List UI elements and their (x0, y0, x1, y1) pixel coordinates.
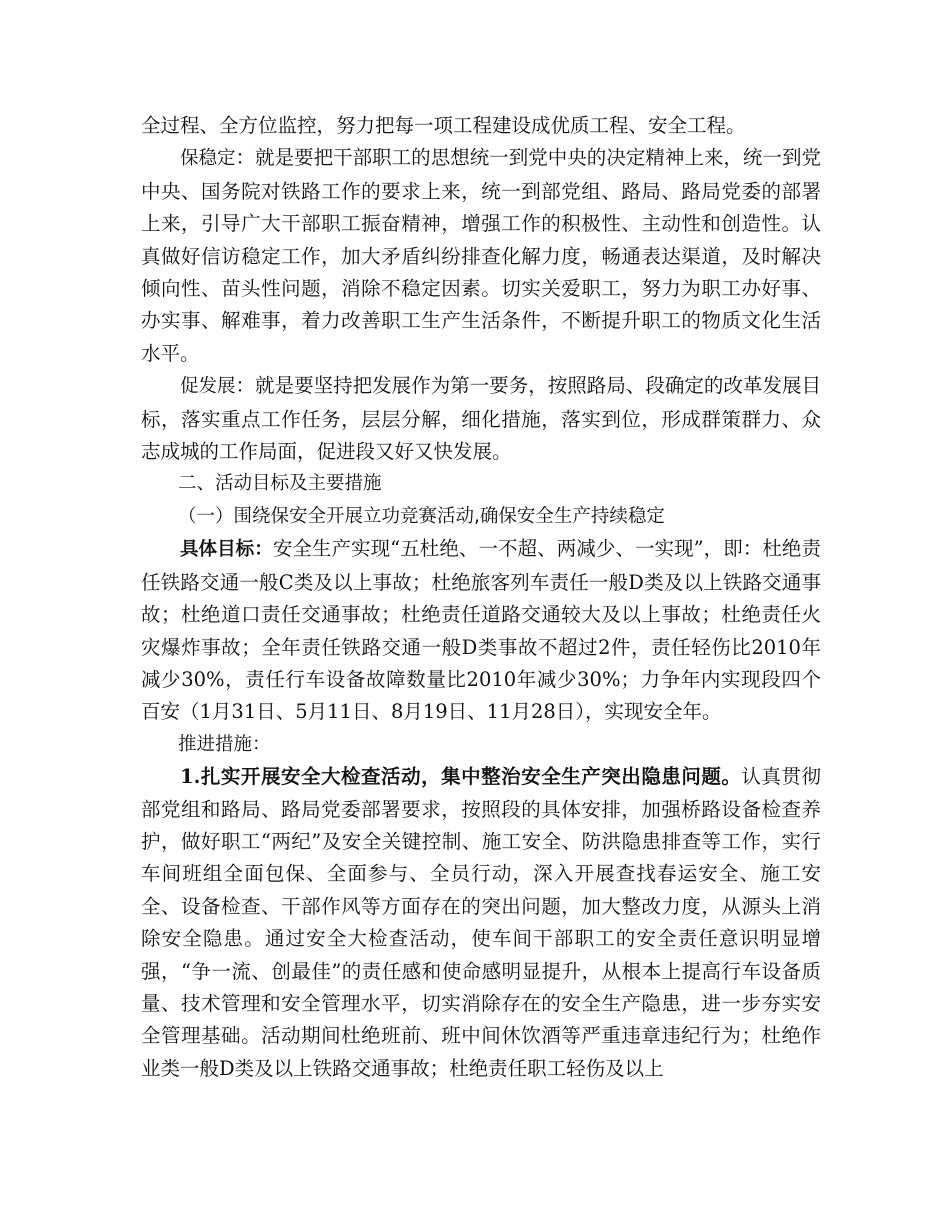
paragraph-text: ：就是要把干部职工的思想统一到党中央的决定精神上来，统一到党中央、国务院对铁路工作的要求上来，统一到部党组、路局、路局党委的部署上来，引导广大干部职工振奋精神，增强工作的积极性、主动性和创造性。认真做好信访稳定工作，加大矛盾纠纷排查化解力度，畅通表达渠道，及时解决倾向性、苗头性问题，消除不稳定因素。切实关爱职工，努力为职工办好事、办实事、解难事，着力改善职工生产生活条件，不断提升职工的物质文化生活水平。 (141, 146, 821, 365)
paragraph-measure-1 (141, 761, 821, 1085)
document-body (141, 110, 821, 1085)
paragraph-measures-label: 推进措施： (178, 733, 271, 755)
paragraph-continuation (141, 110, 821, 142)
paragraph-label-targets: 具体目标： (180, 539, 273, 561)
paragraph-targets (141, 533, 821, 728)
paragraph-stability (141, 142, 821, 370)
paragraph-text: 认真贯彻部党组和路局、路局党委部署要求，按照段的具体安排，加强桥路设备检查养护，做好职工“两纪”及安全关键控制、施工安全、防洪隐患排查等工作，实行车间班组全面包保、全面参与、全员行动，深入开展查找春运安全、施工安全、设备检查、干部作风等方面存在的突出问题，加大整改力度，从源头上消除安全隐患。通过安全大检查活动，使车间干部职工的安全责任意识明显增强，“争一流、创最佳”的责任感和使命感明显提升，从根本上提高行车设备质量、技术管理和安全管理水平，切实消除存在的安全生产隐患，进一步夯实安全管理基础。活动期间杜绝班前、班中间休饮酒等严重违章违纪行为；杜绝作业类一般D类及以上铁路交通事故；杜绝责任职工轻伤及以上 (141, 765, 821, 1080)
paragraph-development (141, 370, 821, 468)
paragraph-text: 安全生产实现“五杜绝、一不超、两减少、一实现”，即：杜绝责任铁路交通一般C类及以上事故；杜绝旅客列车责任一般D类及以上铁路交通事故；杜绝道口责任交通事故；杜绝责任道路交通较大及以上事故；杜绝责任火灾爆炸事故；全年责任铁路交通一般D类事故不超过2件，责任轻伤比2010年减少30%，责任行车设备故障数量比2010年减少30%；力争年内实现段四个百安（1月31日、5月11日、8月19日、11月28日），实现安全年。 (141, 537, 821, 724)
subsection-heading: （一）围绕保安全开展立功竞赛活动,确保安全生产持续稳定 (178, 505, 665, 527)
section-heading: 二、活动目标及主要措施 (178, 473, 382, 495)
paragraph-text: 全过程、全方位监控，努力把每一项工程建设成优质工程、安全工程。 (141, 114, 746, 137)
measure-1-title: 1.扎实开展安全大检查活动，集中整治安全生产突出隐患问题。 (180, 765, 742, 789)
paragraph-label-development: 促发展 (180, 376, 236, 398)
paragraph-label-stability: 保稳定 (180, 148, 236, 170)
paragraph-text: ：就是要坚持把发展作为第一要务，按照路局、段确定的改革发展目标，落实重点工作任务，层层分解，细化措施，落实到位，形成群策群力、众志成城的工作局面，促进段又好又快发展。 (141, 374, 821, 464)
